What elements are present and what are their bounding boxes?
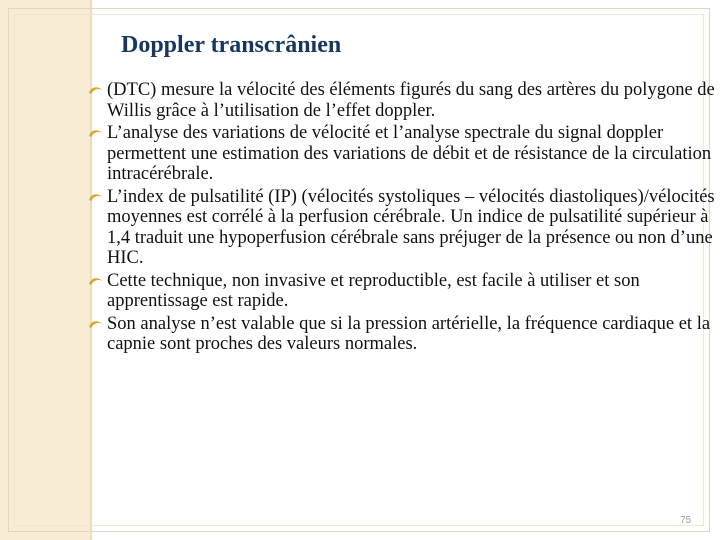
page-number: 75: [680, 515, 692, 526]
slide-title: Doppler transcrânien: [121, 32, 342, 58]
bullet-text: L’analyse des variations de vélocité et l’analyse spectrale du signal doppler permettent une estimation des variations de débit et de résistance de la circulation intracérébrale.: [107, 123, 712, 184]
curl-bullet-icon: [87, 271, 105, 291]
curl-bullet-icon: [87, 80, 105, 100]
curl-bullet-icon: [87, 187, 105, 207]
bullet-item: [86, 314, 718, 355]
bullet-text: (DTC) mesure la vélocité des éléments figurés du sang des artères du polygone de Willis grâce à l’utilisation de l’effet doppler.: [107, 80, 715, 121]
bullet-item: [86, 80, 718, 121]
bullet-item: [86, 271, 718, 312]
bullet-text: Cette technique, non invasive et reproductible, est facile à utiliser et son apprentissage est rapide.: [107, 270, 640, 311]
bullet-text: L’index de pulsatilité (IP) (vélocités systoliques – vélocités diastoliques)/vélocités moyennes est corrélé à la perfusion cérébrale. Un indice de pulsatilité supérieur à 1,4 traduit une hypoperfusion cérébrale sans préjuger de la présence ou non d’une HIC.: [107, 186, 715, 268]
curl-bullet-icon: [87, 123, 105, 143]
curl-bullet-icon: [87, 314, 105, 334]
bullet-item: [86, 123, 718, 185]
bullet-list: [86, 80, 718, 357]
bullet-text: Son analyse n’est valable que si la pression artérielle, la fréquence cardiaque et la capnie sont proches des valeurs normales.: [107, 313, 711, 354]
bullet-item: [86, 187, 718, 269]
